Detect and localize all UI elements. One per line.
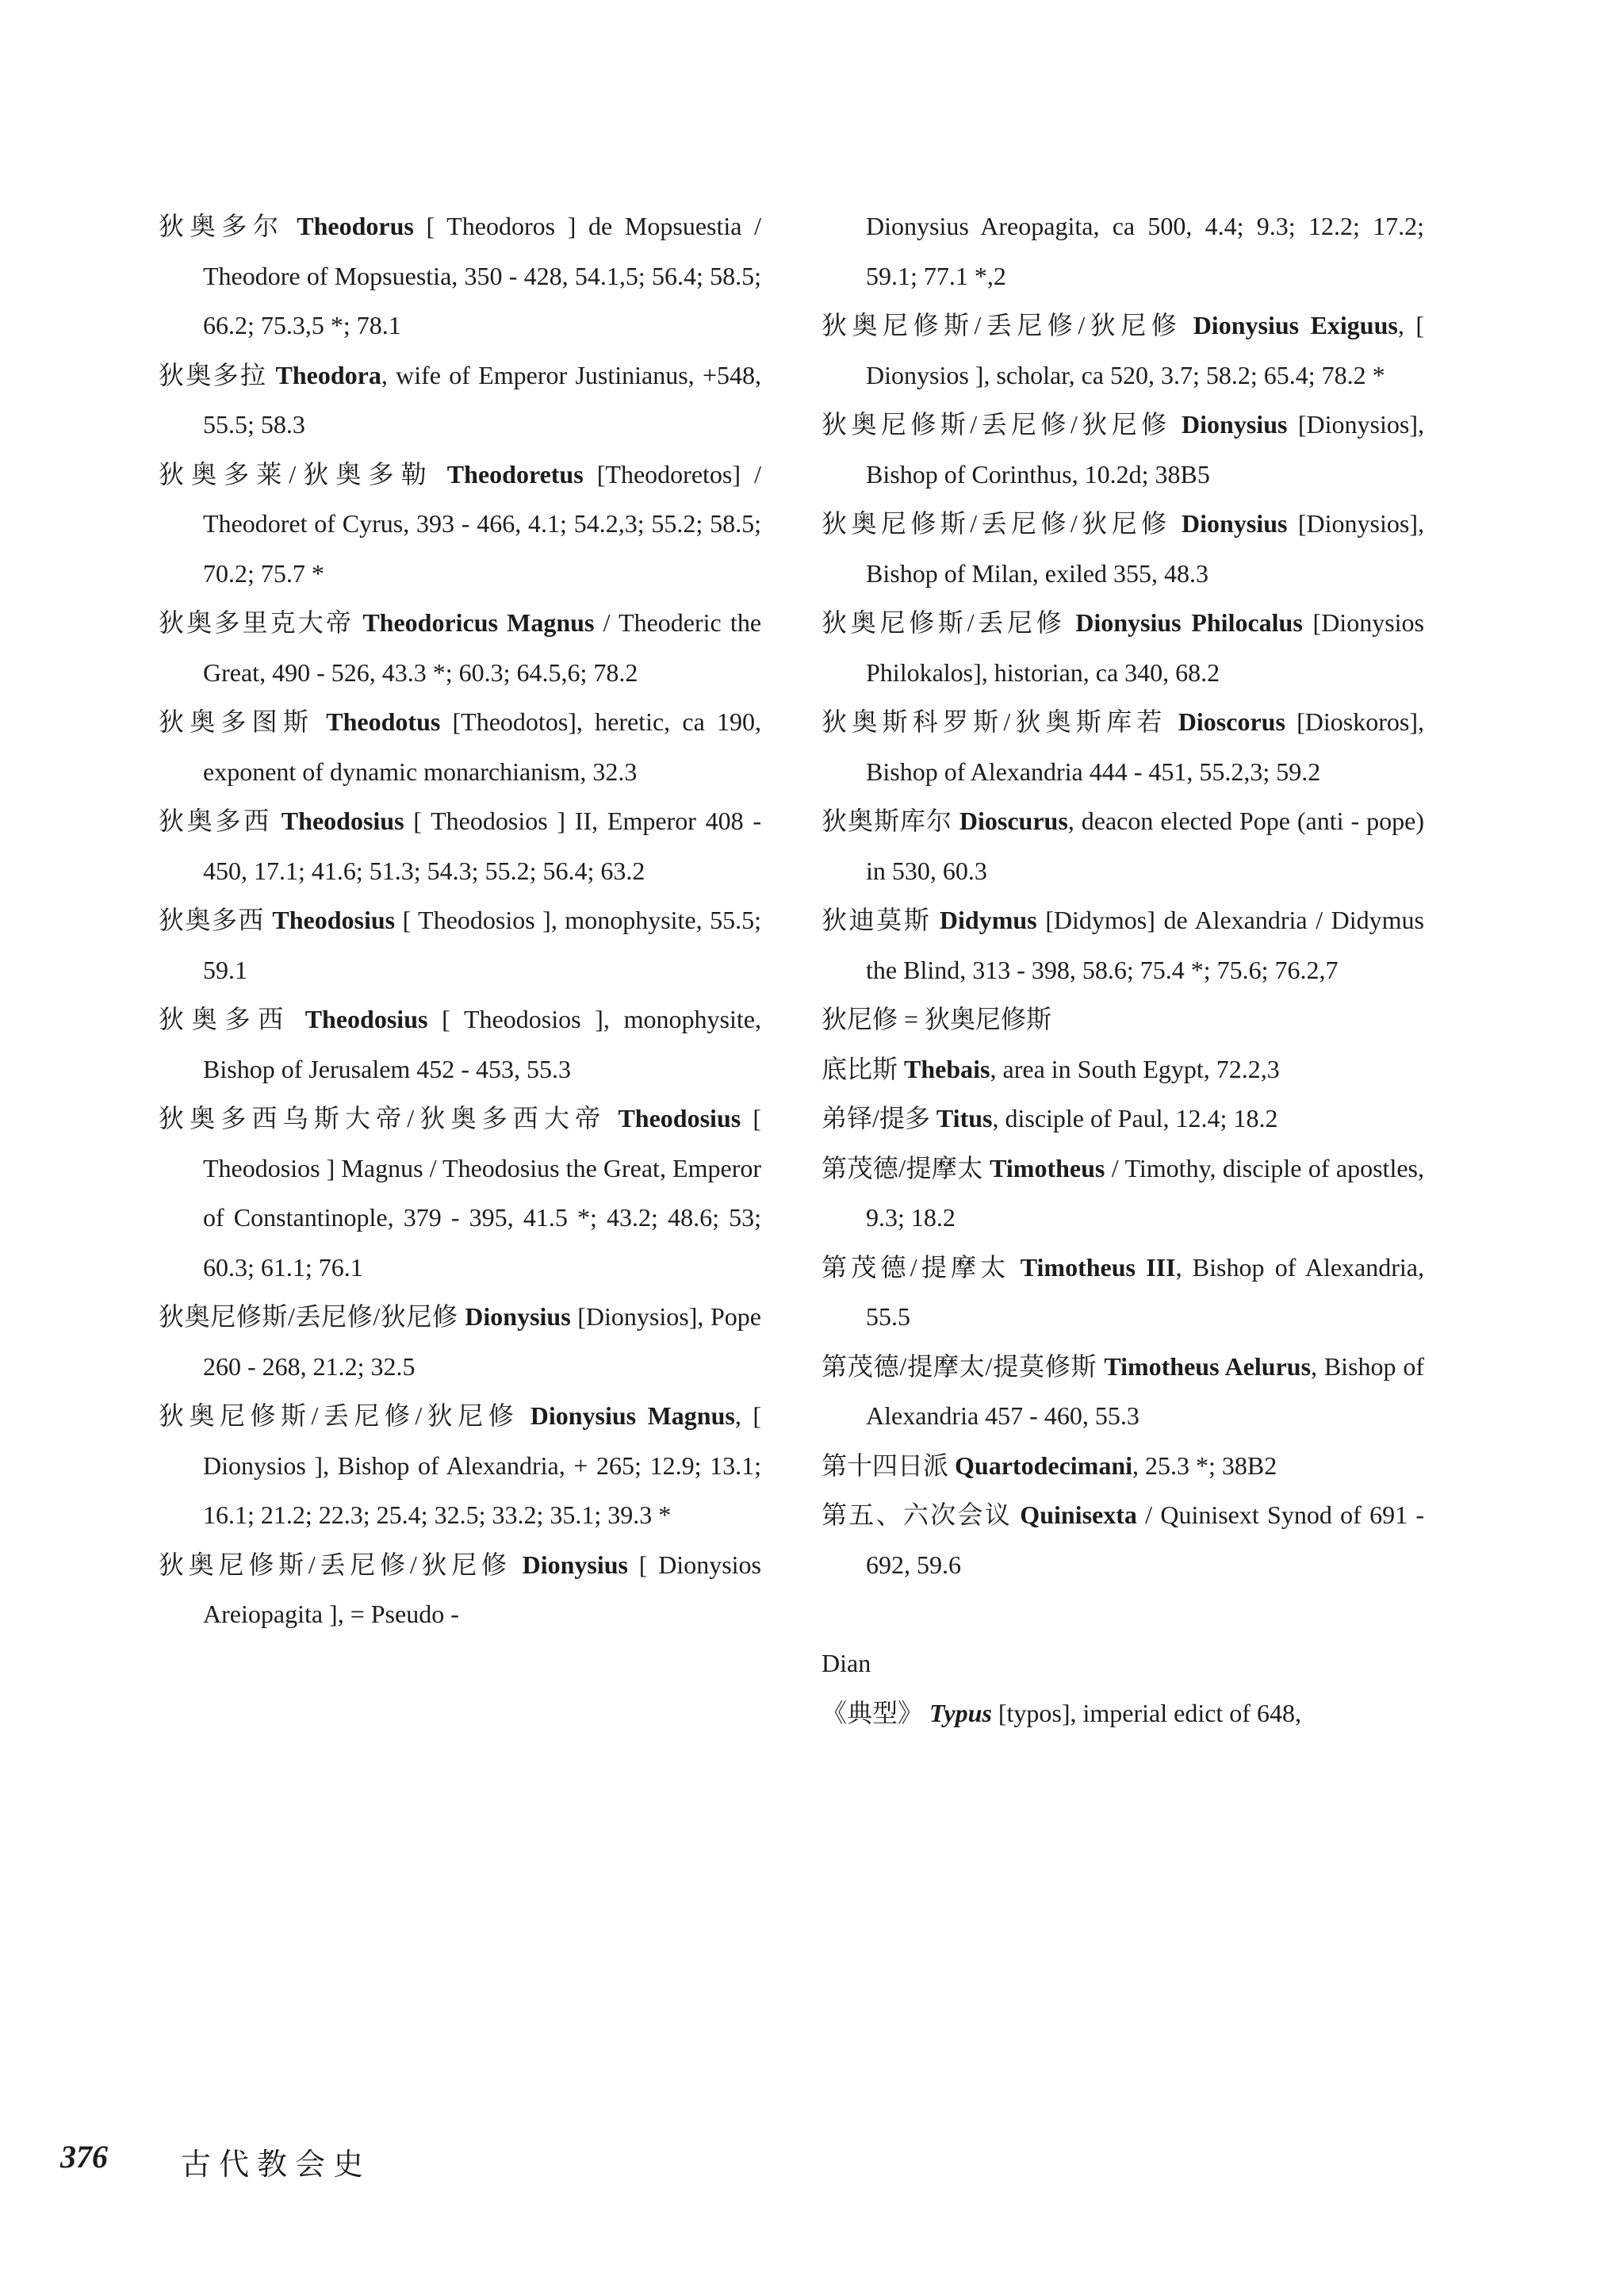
- entry-details: / Theoderic the Great, 490 - 526, 43.3 *; 60.3; 64.5,6; 78.2: [203, 608, 762, 687]
- index-entry: [159, 1292, 761, 1391]
- entry-details: [ Theodosios ] II, Emperor 408 - 450, 17.1; 41.6; 51.3; 54.3; 55.2; 56.4; 63.2: [203, 807, 762, 885]
- entry-chinese-name: 第五、六次会议: [822, 1500, 1012, 1529]
- entry-chinese-name: 底比斯: [822, 1054, 898, 1083]
- index-entry: [822, 1044, 1424, 1094]
- entry-chinese-name: 狄奥尼修斯/丢尼修: [822, 608, 1066, 637]
- entry-details: [Dionysios], Bishop of Milan, exiled 355, 48.3: [866, 509, 1424, 588]
- index-entry: [822, 1490, 1424, 1589]
- entry-latin-term: Timotheus: [990, 1153, 1105, 1182]
- entry-chinese-name: 狄奥多尔: [159, 212, 285, 240]
- page-number: 376: [60, 2139, 108, 2175]
- index-entry: [159, 895, 761, 994]
- entry-details: [Dioskoros], Bishop of Alexandria 444 - 451, 55.2,3; 59.2: [866, 707, 1425, 786]
- index-entry: [159, 450, 761, 599]
- entry-details: , area in South Egypt, 72.2,3: [990, 1054, 1280, 1083]
- index-entry: [159, 1391, 761, 1540]
- index-entry: [822, 796, 1424, 895]
- entry-details: [Theodoretos] / Theodoret of Cyrus, 393 - 466, 4.1; 54.2,3; 55.2; 58.5; 70.2; 75.7 *: [203, 459, 762, 588]
- entry-details: , 25.3 *; 38B2: [1132, 1450, 1277, 1480]
- entry-latin-term: Quinisexta: [1020, 1500, 1137, 1529]
- entry-details: , disciple of Paul, 12.4; 18.2: [992, 1104, 1278, 1132]
- entry-chinese-name: 第茂德/提摩太: [822, 1252, 1010, 1282]
- entry-chinese-name: 狄奥尼修斯/丢尼修/狄尼修: [822, 509, 1171, 538]
- entry-latin-term: Theodosius: [272, 906, 396, 934]
- index-entry: [822, 598, 1424, 697]
- entry-details: , wife of Emperor Justinianus, +548, 55.5; 58.3: [203, 360, 762, 439]
- entry-chinese-name: 狄奥尼修斯/丢尼修/狄尼修: [822, 410, 1171, 439]
- entry-latin-term: Dionysius: [1182, 410, 1288, 439]
- entry-latin-term: Didymus: [939, 906, 1037, 934]
- entry-details: [Dionysios Philokalos], historian, ca 340, 68.2: [866, 608, 1424, 687]
- index-entry: [822, 994, 1424, 1044]
- entry-chinese-name: 狄奥斯库尔: [822, 807, 952, 835]
- entry-latin-term: Theodora: [275, 360, 381, 389]
- index-entry: [822, 499, 1424, 598]
- entry-details: , Bishop of Alexandria 457 - 460, 55.3: [866, 1351, 1424, 1430]
- entry-latin-term: Dionysius: [1182, 509, 1288, 538]
- entry-chinese-name: 狄奥尼修斯/丢尼修/狄尼修: [159, 1302, 458, 1331]
- entry-latin-term: Thebais: [904, 1054, 990, 1083]
- index-entry: [822, 301, 1424, 400]
- index-entry: [159, 1540, 761, 1639]
- entry-chinese-name: 狄奥多西: [159, 906, 265, 934]
- entry-details: Dionysius Areopagita, ca 500, 4.4; 9.3; 12.2; 17.2; 59.1; 77.1 *,2: [866, 212, 1424, 290]
- index-entry: [822, 895, 1424, 994]
- index-entry: [159, 994, 761, 1094]
- index-entry: [822, 1144, 1424, 1243]
- entry-details: , deacon elected Pope (anti - pope) in 530, 60.3: [866, 807, 1424, 885]
- entry-details: , [ Dionysios ], Bishop of Alexandria, + 265; 12.9; 13.1; 16.1; 21.2; 22.3; 25.4; 32.5; 33.2; 35.1; 39.3 *: [203, 1401, 762, 1529]
- entry-chinese-name: 狄迪莫斯: [822, 906, 932, 934]
- entry-latin-term: Timotheus III: [1020, 1252, 1176, 1282]
- entry-chinese-name: 弟铎/提多: [822, 1104, 930, 1132]
- entry-latin-term: Theodosius: [618, 1104, 741, 1132]
- entry-latin-term: Dionysius Exiguus: [1193, 311, 1398, 339]
- entry-details: [ Dionysios Areiopagita ], = Pseudo -: [203, 1550, 761, 1628]
- entry-latin-term: Typus: [929, 1698, 992, 1727]
- entry-details: , [ Dionysios ], scholar, ca 520, 3.7; 58.2; 65.4; 78.2 *: [866, 311, 1425, 389]
- entry-details: [Dionysios], Pope 260 - 268, 21.2; 32.5: [203, 1302, 761, 1381]
- entry-chinese-name: 狄奥多里克大帝: [159, 608, 354, 637]
- entry-latin-term: Dionysius: [465, 1302, 571, 1331]
- entry-latin-term: Theodosius: [304, 1005, 428, 1033]
- entry-chinese-name: 狄奥多西乌斯大帝/狄奥多西大帝: [159, 1104, 607, 1132]
- index-entry: [822, 1688, 1424, 1738]
- index-entry: [822, 400, 1424, 499]
- entry-chinese-name: 狄奥尼修斯/丢尼修/狄尼修: [159, 1401, 519, 1430]
- entry-chinese-name: 第茂德/提摩太/提莫修斯: [822, 1351, 1097, 1381]
- left-column: [159, 201, 761, 1639]
- entry-chinese-name: 狄奥多西: [159, 807, 273, 835]
- index-entry: [159, 351, 761, 450]
- entry-latin-term: Theodosius: [281, 807, 404, 835]
- entry-latin-term: Dionysius Philocalus: [1075, 608, 1303, 637]
- entry-latin-term: Theodoretus: [446, 459, 584, 489]
- entry-latin-term: Dioscorus: [1178, 707, 1285, 736]
- entry-details: [ Theodosios ], monophysite, 55.5; 59.1: [203, 906, 762, 984]
- index-entry: [159, 796, 761, 895]
- entry-chinese-name: 狄尼修 = 狄奥尼修斯: [822, 1005, 1052, 1033]
- entry-chinese-name: 第茂德/提摩太: [822, 1153, 983, 1182]
- entry-details: / Timothy, disciple of apostles, 9.3; 18.2: [866, 1153, 1424, 1232]
- index-entry: [822, 1094, 1424, 1144]
- index-entry: [159, 201, 761, 351]
- right-column: [822, 201, 1424, 1738]
- index-entry: [822, 1243, 1424, 1342]
- entry-latin-term: Theodorus: [297, 212, 414, 240]
- letter-section-heading: Dian: [822, 1649, 871, 1677]
- index-entry: [159, 1094, 761, 1292]
- entry-details: [ Theodosios ] Magnus / Theodosius the Great, Emperor of Constantinople, 379 - 395, 41.5 *; 43.2; 48.6; 53; 60.3; 61.1; 76.1: [203, 1104, 762, 1282]
- entry-chinese-name: 狄奥尼修斯/丢尼修/狄尼修: [822, 311, 1182, 339]
- entry-chinese-name: 狄奥斯科罗斯/狄奥斯库若: [822, 707, 1167, 736]
- entry-latin-term: Dionysius: [522, 1550, 628, 1579]
- index-entry: [822, 697, 1424, 796]
- entry-chinese-name: 《典型》: [822, 1698, 924, 1727]
- entry-details: [Dionysios], Bishop of Corinthus, 10.2d; 38B5: [866, 410, 1424, 489]
- entry-latin-term: Theodoricus Magnus: [362, 608, 595, 637]
- entry-chinese-name: 第十四日派: [822, 1450, 949, 1480]
- index-entry: [159, 598, 761, 697]
- entry-details: [typos], imperial edict of 648,: [991, 1698, 1301, 1727]
- entry-latin-term: Titus: [936, 1104, 993, 1132]
- entry-chinese-name: 狄奥多西: [159, 1005, 291, 1033]
- entry-chinese-name: 狄奥多图斯: [159, 707, 315, 736]
- entry-details: [ Theodosios ], monophysite, Bishop of Jerusalem 452 - 453, 55.3: [203, 1005, 761, 1083]
- entry-latin-term: Theodotus: [326, 707, 441, 736]
- entry-chinese-name: 狄奥多莱/狄奥多勒: [159, 459, 434, 489]
- index-entry: [159, 697, 761, 796]
- entry-latin-term: Quartodecimani: [955, 1450, 1132, 1480]
- entry-details: , Bishop of Alexandria, 55.5: [866, 1252, 1424, 1331]
- entry-details: [ Theodoros ] de Mopsuestia / Theodore of Mopsuestia, 350 - 428, 54.1,5; 56.4; 58.5; 66.2; 75.3,5 *; 78.1: [203, 212, 761, 339]
- index-entry: [822, 1441, 1424, 1491]
- running-title: 古代教会史: [181, 2148, 372, 2182]
- entry-chinese-name: 狄奥尼修斯/丢尼修/狄尼修: [159, 1550, 511, 1579]
- entry-details: / Quinisext Synod of 691 - 692, 59.6: [866, 1500, 1425, 1579]
- index-entry: [822, 1342, 1424, 1441]
- entry-details: [Theodotos], heretic, ca 190, exponent of dynamic monarchianism, 32.3: [203, 707, 762, 786]
- entry-latin-term: Dionysius Magnus: [530, 1401, 735, 1430]
- entry-chinese-name: 狄奥多拉: [159, 360, 268, 389]
- entry-latin-term: Dioscurus: [959, 807, 1068, 835]
- entry-latin-term: Timotheus Aelurus: [1104, 1351, 1312, 1381]
- entry-details: [Didymos] de Alexandria / Didymus the Blind, 313 - 398, 58.6; 75.4 *; 75.6; 76.2,7: [866, 906, 1425, 984]
- index-entry: [822, 201, 1424, 301]
